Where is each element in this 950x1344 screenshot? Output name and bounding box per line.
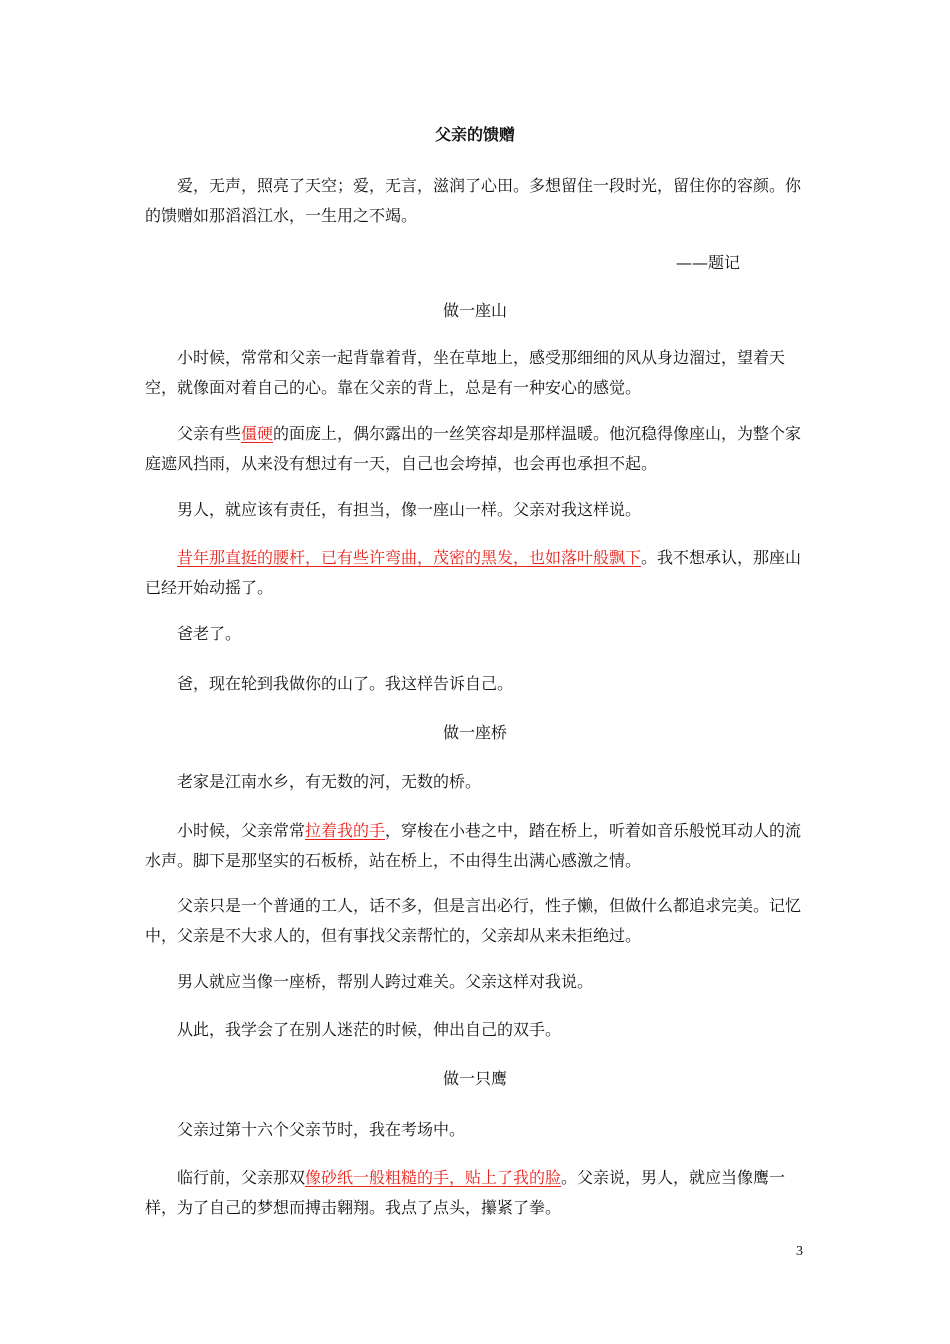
paragraph: 男人，就应该有责任，有担当，像一座山一样。父亲对我这样说。	[177, 500, 642, 519]
paragraph	[145, 419, 810, 479]
page-number: 3	[796, 1244, 803, 1259]
paragraph	[145, 816, 810, 876]
paragraph	[145, 1163, 810, 1223]
text-run: 小时候，父亲常常	[177, 821, 306, 840]
section-heading-bridge: 做一座桥	[442, 723, 507, 742]
highlighted-text: 僵硬	[241, 424, 274, 443]
text-run: 。我不想承认，那座山已经开始动摇了。	[145, 548, 802, 597]
text-run: ，穿梭在小巷之中，踏在桥上，听着如音乐般悦耳动人的流水声。脚下是那坚实的石板桥，站在桥上，不由得生出满心感激之情。	[145, 821, 802, 870]
page-title: 父亲的馈赠	[434, 125, 515, 144]
section-heading-eagle: 做一只鹰	[442, 1069, 507, 1088]
paragraph: 老家是江南水乡，有无数的河，无数的桥。	[177, 772, 482, 791]
paragraph: 小时候，常常和父亲一起背靠着背，坐在草地上，感受那细细的风从身边溜过，望着天空，就像面对着自己的心。靠在父亲的背上，总是有一种安心的感觉。	[145, 348, 786, 397]
paragraph	[145, 543, 810, 603]
paragraph: 父亲过第十六个父亲节时，我在考场中。	[177, 1120, 466, 1139]
highlighted-text: 像砂纸一般粗糙的手，贴上了我的脸	[305, 1168, 562, 1187]
text-run: 临行前，父亲那双	[177, 1168, 306, 1187]
section-heading-mountain: 做一座山	[442, 301, 507, 320]
text-run: 。父亲说，男人，就应当像鹰一样，为了自己的梦想而搏击翱翔。我点了点头，攥紧了拳。	[145, 1168, 786, 1217]
text-run: 的面庞上，偶尔露出的一丝笑容却是那样温暖。他沉稳得像座山，为整个家庭遮风挡雨，从来没有想过有一天，自己也会垮掉，也会再也承担不起。	[145, 424, 802, 473]
signature: ——题记	[676, 253, 741, 272]
highlighted-text: 拉着我的手	[305, 821, 386, 840]
paragraph: 爸，现在轮到我做你的山了。我这样告诉自己。	[177, 674, 514, 693]
paragraph: 从此，我学会了在别人迷茫的时候，伸出自己的双手。	[177, 1020, 562, 1039]
highlighted-text: 昔年那直挺的腰杆，已有些许弯曲，茂密的黑发，也如落叶般飘下	[177, 548, 642, 567]
paragraph: 父亲只是一个普通的工人，话不多，但是言出必行，性子懒，但做什么都追求完美。记忆中，父亲是不大求人的，但有事找父亲帮忙的，父亲却从来未拒绝过。	[145, 896, 802, 945]
text-run: 父亲有些	[177, 424, 242, 443]
paragraph: 男人就应当像一座桥，帮别人跨过难关。父亲这样对我说。	[177, 972, 594, 991]
paragraph: 爸老了。	[177, 624, 242, 643]
intro-paragraph: 爱，无声，照亮了天空；爱，无言，滋润了心田。多想留住一段时光，留住你的容颜。你的馈赠如那滔滔江水，一生用之不竭。	[145, 176, 802, 225]
